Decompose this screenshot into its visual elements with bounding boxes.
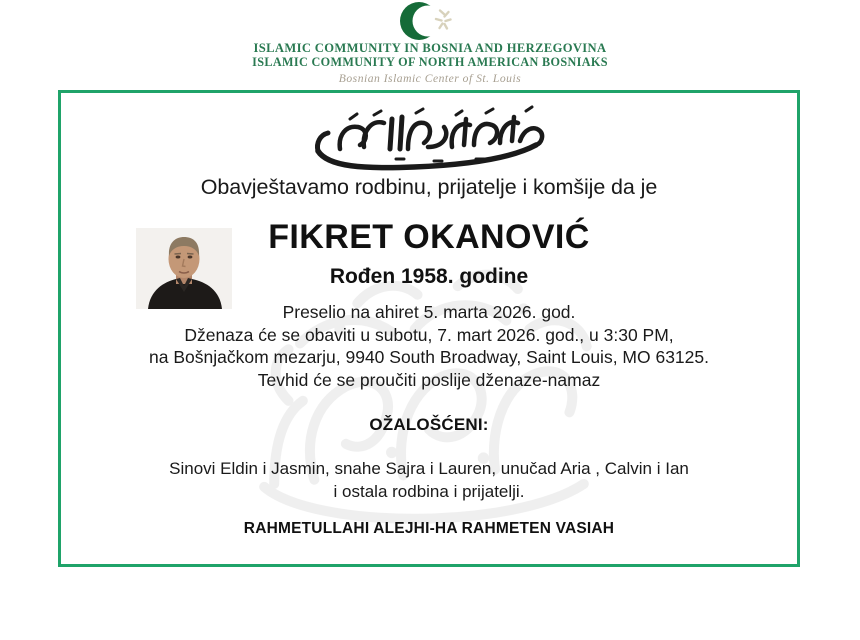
- announcement-line: Obavještavamo rodbinu, prijatelje i komšije da je: [200, 175, 658, 199]
- detail-line: Dženaza će se obaviti u subotu, 7. mart 2026. god., u 3:30 PM,: [184, 324, 674, 345]
- detail-line: Tevhid će se proučiti poslije dženaze-namaz: [257, 369, 601, 390]
- mourners-heading: OŽALOŠĆENI:: [369, 415, 489, 434]
- org-subtitle: Bosnian Islamic Center of St. Louis: [338, 72, 522, 85]
- bismillah-calligraphy-icon: [304, 101, 554, 173]
- notice-card: [58, 90, 800, 567]
- closing-prayer: RAHMETULLAHI ALEJHI-HA RAHMETEN VASIAH: [243, 520, 615, 537]
- birth-year-line: Rođen 1958. godine: [329, 265, 529, 288]
- mourners-list: [61, 458, 797, 503]
- deceased-name: FIKRET OKANOVIĆ: [268, 218, 590, 256]
- crescent-star-icon: [384, 2, 476, 42]
- org-name-line-2: ISLAMIC COMMUNITY OF NORTH AMERICAN BOSNIAKS: [252, 54, 608, 69]
- portrait-of-deceased: [134, 226, 234, 311]
- organisation-header: [0, 2, 860, 85]
- logo: [0, 2, 860, 42]
- org-name-line-1: ISLAMIC COMMUNITY IN BOSNIA AND HERZEGOVINA: [253, 41, 607, 55]
- mourners-line: Sinovi Eldin i Jasmin, snahe Sajra i Lauren, unučad Aria , Calvin i Ian: [169, 459, 689, 478]
- funeral-details: [61, 301, 797, 391]
- mourners-line: i ostala rodbina i prijatelji.: [333, 481, 525, 501]
- detail-line: na Bošnjačkom mezarju, 9940 South Broadway, Saint Louis, MO 63125.: [149, 347, 709, 367]
- detail-line: Preselio na ahiret 5. marta 2026. god.: [282, 302, 576, 322]
